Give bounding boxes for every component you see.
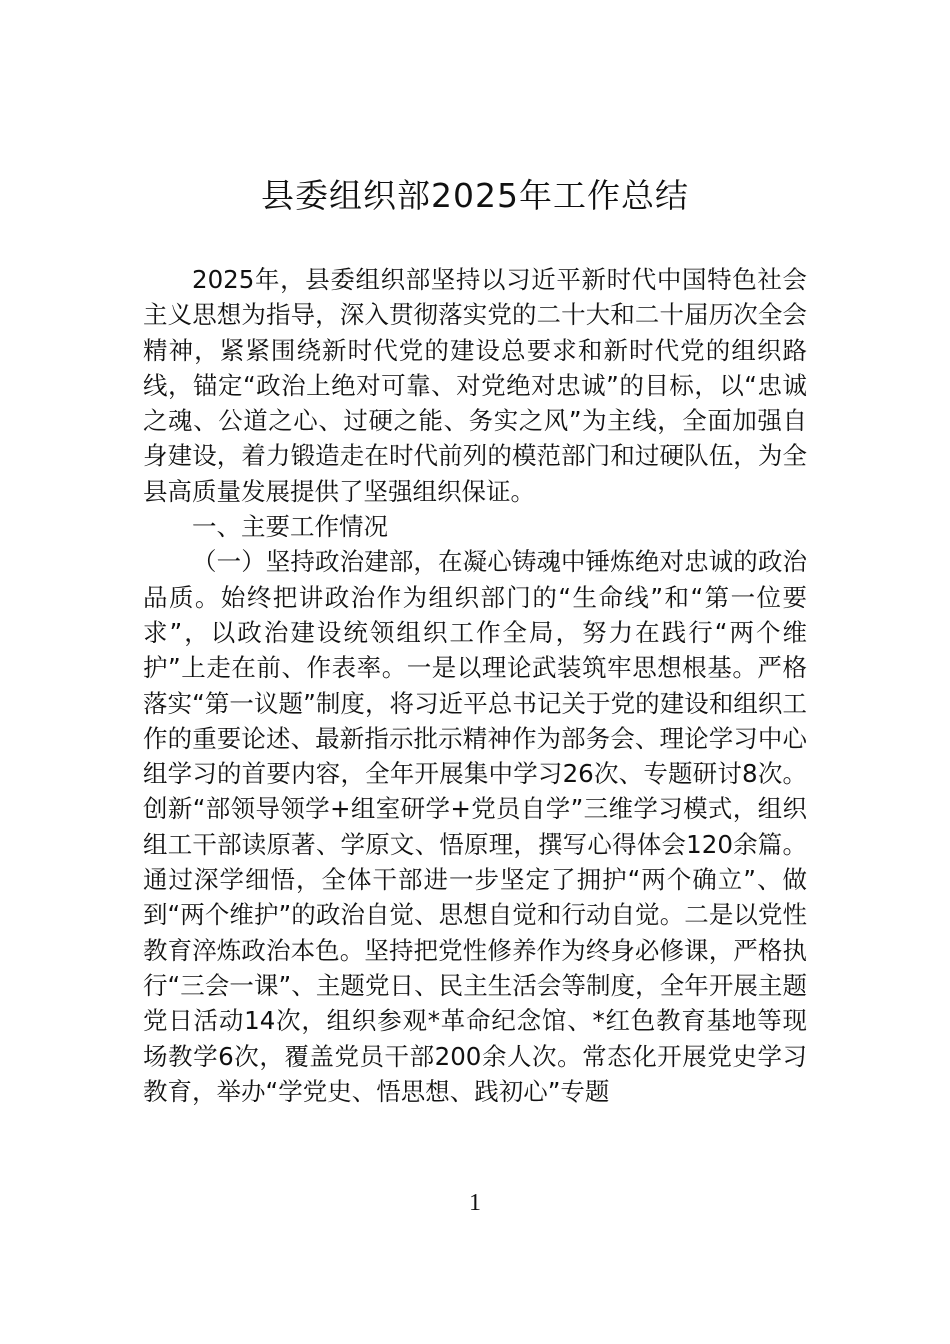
- page-number: 1: [469, 1190, 481, 1216]
- intro-paragraph: 2025年，县委组织部坚持以习近平新时代中国特色社会主义思想为指导，深入贯彻落实党的二十大和二十届历次全会精神，紧紧围绕新时代党的建设总要求和新时代党的组织路线，锚定“政治上绝对可靠、对党绝对忠诚”的目标，以“忠诚之魂、公道之心、过硬之能、务实之风”为主线，全面加强自身建设，着力锻造走在时代前列的模范部门和过硬队伍，为全县高质量发展提供了坚强组织保证。: [143, 265, 807, 506]
- section-heading: 一、主要工作情况: [192, 512, 388, 542]
- document-body: [143, 262, 807, 1109]
- section-paragraph: （一）坚持政治建部，在凝心铸魂中锤炼绝对忠诚的政治品质。始终把讲政治作为组织部门的“生命线”和“第一位要求”，以政治建设统领组织工作全局，努力在践行“两个维护”上走在前、作表率。一是以理论武装筑牢思想根基。严格落实“第一议题”制度，将习近平总书记关于党的建设和组织工作的重要论述、最新指示批示精神作为部务会、理论学习中心组学习的首要内容，全年开展集中学习26次、专题研讨8次。创新“部领导领学+组室研学+党员自学”三维学习模式，组织组工干部读原著、学原文、悟原理，撰写心得体会120余篇。通过深学细悟，全体干部进一步坚定了拥护“两个确立”、做到“两个维护”的政治自觉、思想自觉和行动自觉。二是以党性教育淬炼政治本色。坚持把党性修养作为终身必修课，严格执行“三会一课”、主题党日、民主生活会等制度，全年开展主题党日活动14次，组织参观*革命纪念馆、*红色教育基地等现场教学6次，覆盖党员干部200余人次。常态化开展党史学习教育，举办“学党史、悟思想、践初心”专题: [143, 547, 807, 1106]
- document-title: 县委组织部2025年工作总结: [261, 176, 689, 215]
